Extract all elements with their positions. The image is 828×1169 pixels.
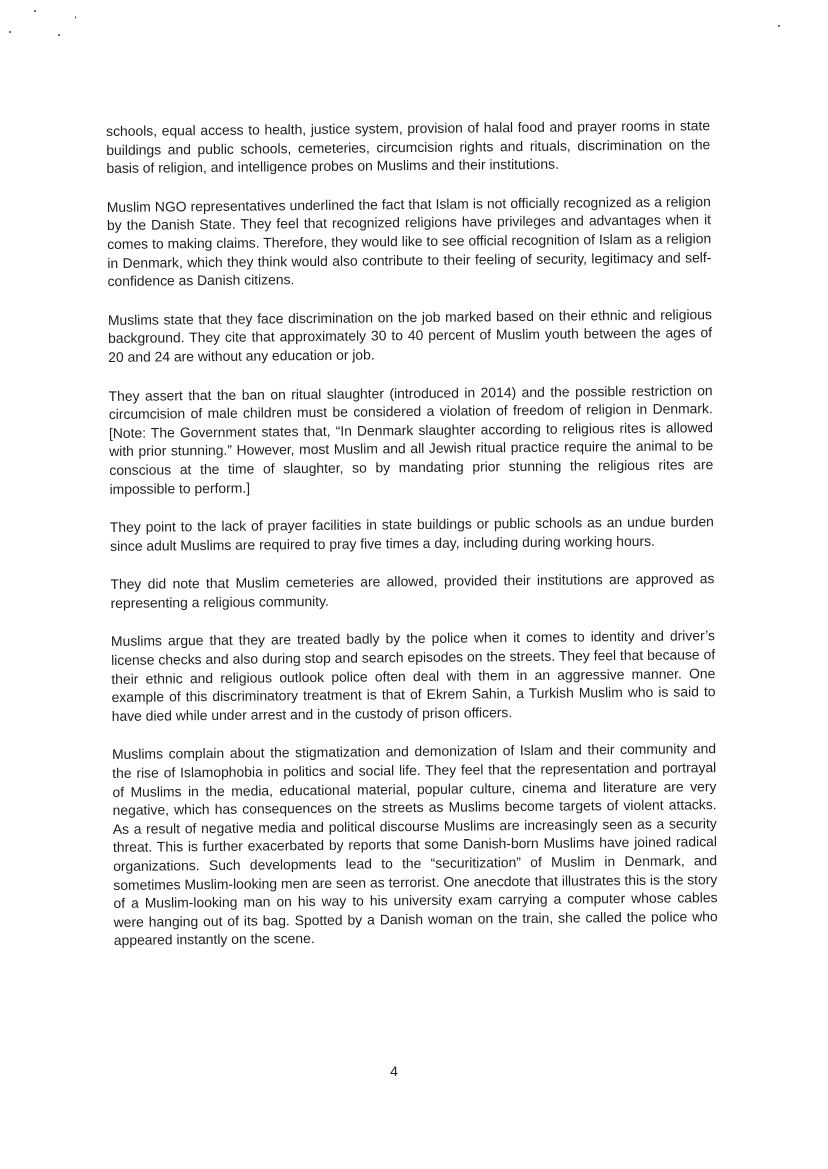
scan-speck [778, 25, 780, 27]
paragraph: Muslim NGO representatives underlined the fact that Islam is not officially recognized as a religion by the Danish State. They feel that recognized religions have privileges and advantages when it comes to making claims. Therefore, they would like to see official recognition of Islam as a religion in Denmark, which they think would also contribute to their feeling of security, legitimacy and self-confidence as Danish citizens. [106, 192, 712, 290]
scan-speck [58, 34, 60, 36]
paragraph: Muslims complain about the stigmatization and demonization of Islam and their community and the rise of Islamophobia in politics and social life. They feel that the representation and portrayal of Muslims in the media, educational material, popular culture, cinema and literature are very negative, which has consequences on the streets as Muslims become targets of violent attacks. As a result of negative media and political discourse Muslims are increasingly seen as a security threat. This is further exacerbated by reports that some Danish-born Muslims have joined radical organizations. Such developments lead to the “securitization” of Muslim in Denmark, and sometimes Muslim-looking men are seen as terrorist. One anecdote that illustrates this is the story of a Muslim-looking man on his way to his university exam carrying a computer whose cables were hanging out of its bag. Spotted by a Danish woman on the train, she called the police who appeared instantly on the scene. [111, 740, 718, 949]
page-number: 4 [390, 1063, 398, 1079]
paragraph: They point to the lack of prayer facilities in state buildings or public schools as an undue burden since adult Muslims are required to pray five times a day, including during working hours. [109, 513, 714, 554]
scan-speck [75, 16, 76, 19]
paragraph: Muslims state that they face discrimination on the job marked based on their ethnic and religious background. They cite that approximately 30 to 40 percent of Muslim youth between the ages of 20 and 24 are without any education or job. [107, 305, 713, 365]
scan-speck [9, 31, 11, 33]
body-text [106, 116, 718, 970]
paragraph: They did note that Muslim cemeteries are allowed, provided their institutions are approved as representing a religious community. [110, 570, 715, 611]
paragraph: schools, equal access to health, justice system, provision of halal food and prayer rooms in state buildings and public schools, cemeteries, circumcision rights and rituals, discrimination on the basis of religion, and intelligence probes on Muslims and their institutions. [106, 117, 711, 177]
scan-speck [34, 10, 36, 12]
paragraph: They assert that the ban on ritual slaughter (introduced in 2014) and the possible restriction on circumcision of male children must be considered a violation of freedom of religion in Denmark. [Note: The Government states that, “In Denmark slaughter according to religious rites is allowed with prior stunning.” However, most Muslim and all Jewish ritual practice require the animal to be conscious at the time of slaughter, so by mandating prior stunning the religious rites are impossible to perform.] [108, 381, 714, 497]
paragraph: Muslims argue that they are treated badly by the police when it comes to identity and driver’s license checks and also during stop and search episodes on the streets. They feel that because of their ethnic and religious outlook police often deal with them in an aggressive manner. One example of this discriminatory treatment is that of Ekrem Sahin, a Turkish Muslim who is said to have died while under arrest and in the custody of prison officers. [110, 627, 716, 724]
